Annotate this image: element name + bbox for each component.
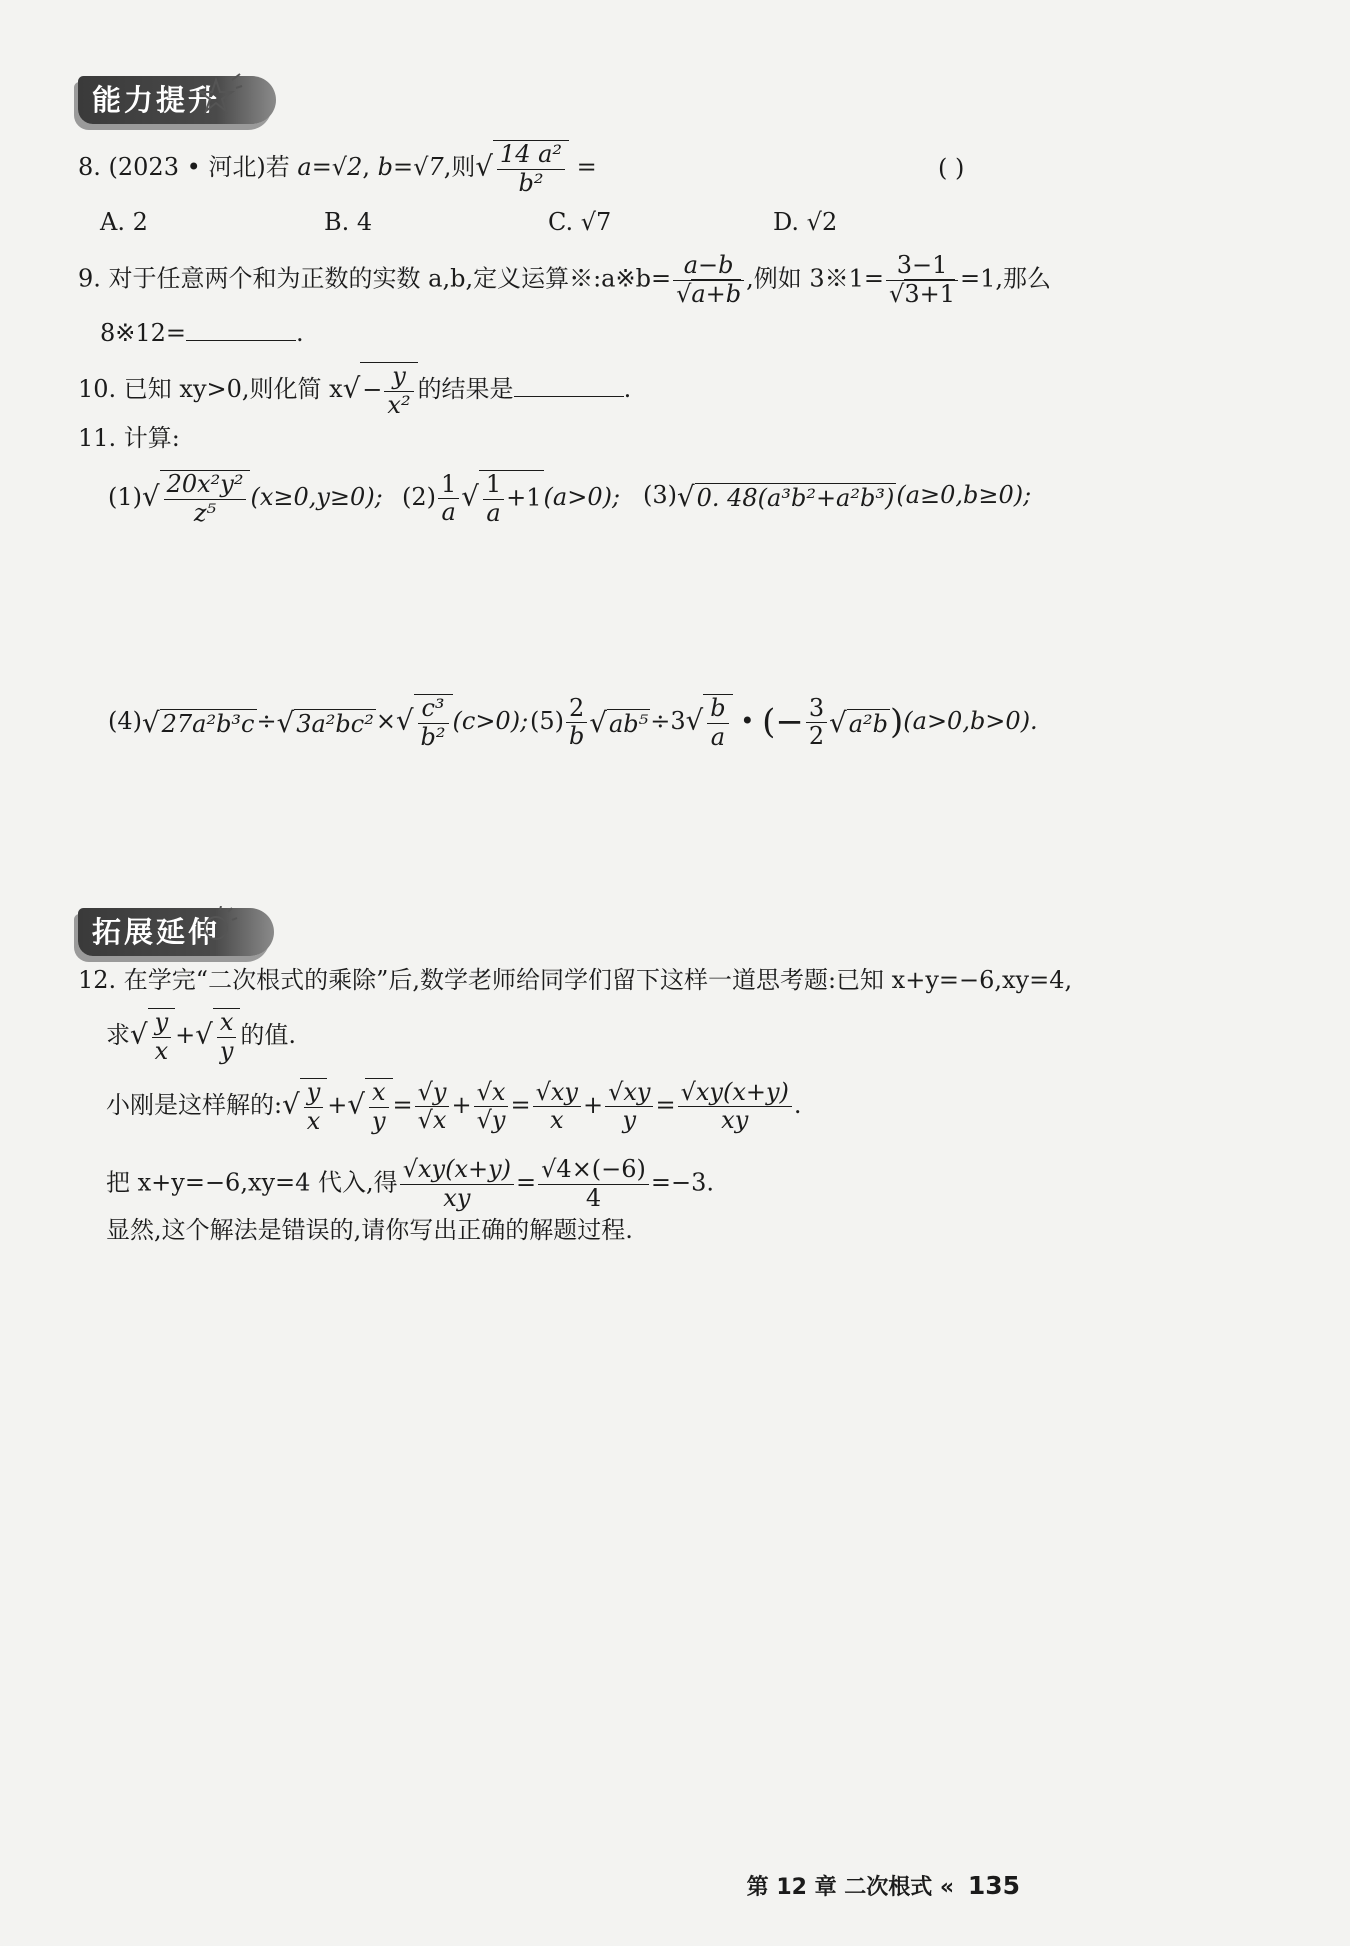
q8-option-a: A. 2: [100, 208, 148, 236]
q9-ex-den: 3+1: [904, 279, 955, 308]
q11-p5-cond: (a>0,b>0).: [903, 707, 1038, 736]
q9-ask-line: [100, 318, 304, 348]
q12-sub-den: xy: [443, 1183, 471, 1212]
q9-ex-num: 3−1: [886, 252, 958, 281]
q11-p1-label: (1): [108, 483, 142, 512]
q11-p5-dot: •: [740, 707, 755, 736]
q9-end: .: [296, 319, 304, 347]
q11-part-5: [530, 694, 1038, 751]
q8-stem: 8. (2023 • 河北)若: [78, 153, 290, 182]
q12-sub-result: =−3.: [650, 1168, 715, 1197]
q11-p4-cond: (c>0);: [452, 707, 529, 736]
q12-sub2-den: 4: [585, 1183, 602, 1212]
footer-chapter: 第 12 章 二次根式: [746, 1875, 933, 1900]
q12-step1-num: √y: [415, 1079, 450, 1108]
q8-option-c: C. √7: [548, 208, 612, 236]
q11-p2-radical: √ $\frac{1}{a}$ +1: [461, 470, 542, 527]
q8-cond-a: a=√2: [297, 153, 363, 182]
q8-frac-num: 14 a²: [497, 141, 565, 170]
q11-p5-div: ÷3: [650, 707, 686, 736]
question-11-title: 11. 计算:: [78, 424, 180, 452]
q8-eq: =: [576, 153, 597, 182]
q11-p5-num: b: [707, 695, 728, 724]
q8-cond-b: b=√7: [377, 153, 444, 182]
q10-frac-num: y: [384, 363, 413, 392]
section-title-improve: 能力提升: [78, 76, 276, 124]
q11-part-4: [108, 694, 528, 751]
question-8: 8. (2023 • 河北)若 a=√2, b=√7,则√ $\frac{\text{14 a²}}{\text{b²}}$ =: [78, 140, 597, 197]
q11-p5-den: a: [710, 722, 726, 751]
q11-p2-cond: (a>0);: [543, 483, 621, 512]
q9-example-prefix: ,例如 3※1=: [746, 264, 885, 293]
q12-step3-num: √xy: [533, 1079, 581, 1108]
q11-p4-div: ÷: [256, 707, 277, 736]
q12-step2-den: √y: [476, 1106, 506, 1135]
q11-p2-in-den: a: [486, 498, 501, 527]
q11-p5-r2: a²b: [848, 710, 888, 739]
q8-option-b: B. 4: [324, 208, 373, 236]
q12-step5-den: xy: [721, 1106, 749, 1135]
q11-p5-r1: ab⁵: [608, 710, 649, 739]
q11-p5-close: ): [890, 702, 904, 743]
q12-step4-den: y: [622, 1106, 637, 1135]
q9-stem: 9. 对于任意两个和为正数的实数 a,b,定义运算※:a※b=: [78, 264, 672, 293]
q10-suffix: 的结果是: [417, 375, 514, 404]
question-10: [78, 362, 631, 419]
q9-frac-num: a−b: [673, 252, 744, 281]
q9-ex-den-wrap: √3+1: [889, 279, 955, 308]
q11-p5-open: (−: [762, 702, 804, 743]
page-footer: [747, 1870, 1020, 1901]
q11-p1-num: 20x²y²: [164, 471, 247, 500]
q12-ask-radical-2: √ $\frac{x}{y}$: [195, 1008, 240, 1065]
q11-p5-label: (5): [530, 707, 564, 736]
chevron-left-icon: «: [939, 1875, 955, 1900]
q11-p5-radical-3: √a²b: [829, 706, 888, 740]
q12-step1-den: √x: [417, 1106, 447, 1135]
q8-then: ,则: [443, 153, 476, 182]
q9-answer-blank[interactable]: [186, 318, 296, 341]
q12-conclusion: 显然,这个解法是错误的,请你写出正确的解题过程.: [106, 1216, 633, 1244]
q12-step2-num: √x: [474, 1079, 509, 1108]
q9-frac-den-wrap: √a+b: [676, 279, 742, 308]
q12-sub-num: √xy(x+y): [400, 1156, 514, 1185]
q11-p5-c-num: 3: [806, 695, 827, 724]
lightbulb-icon: [198, 906, 238, 950]
section-title-extend: 拓展延伸: [78, 908, 274, 956]
q10-prefix: 10. 已知 xy>0,则化简 x: [78, 375, 343, 404]
q11-p4-radical-a: √27a²b³c: [142, 706, 255, 740]
q8-answer-paren: ( ): [938, 154, 965, 182]
q12-ask-prefix: 求: [106, 1021, 130, 1050]
q8-radical: √ $\frac{\text{14 a²}}{\text{b²}}$: [475, 140, 569, 197]
q11-p3-radical: √0. 48(a³b²+a²b³): [677, 480, 895, 513]
q12-ask-line: 求√ $\frac{y}{x}$ +√ $\frac{x}{y}$ 的值.: [106, 1008, 297, 1065]
q11-part-3: [643, 480, 1031, 513]
q11-p4-label: (4): [108, 707, 142, 736]
q11-part-1: [108, 470, 383, 527]
q12-solution-prefix: 小刚是这样解的:: [106, 1091, 283, 1120]
q9-frac-den: a+b: [691, 279, 742, 308]
q11-p5-coef-den: b: [569, 722, 585, 751]
q11-p5-coef-num: 2: [566, 695, 587, 724]
q8-frac-den: b²: [518, 168, 544, 197]
q11-p1-cond: (x≥0,y≥0);: [250, 483, 383, 512]
q11-part-2: [402, 470, 620, 527]
q11-p1-den: z⁵: [193, 498, 217, 527]
q12-step5-num: √xy(x+y): [678, 1079, 792, 1108]
sparkle-icon: [196, 72, 244, 118]
q11-p2-in-num: 1: [483, 471, 504, 500]
q11-p1-radical: √ $\frac{\text{20x²y²}}{\text{z⁵}}$: [142, 470, 250, 527]
q8-option-d: D. √2: [773, 208, 838, 236]
q11-p3-label: (3): [643, 481, 677, 510]
q11-p4-radical-c: √ $\frac{\text{c³}}{\text{b²}}$: [396, 694, 453, 751]
q11-p4-radical-b: √3a²bc²: [276, 706, 374, 740]
q12-step3-den: x: [549, 1106, 564, 1135]
q11-p2-plus: +1: [506, 483, 542, 512]
q11-p4-den: b²: [420, 722, 446, 751]
q11-p2-coef-den: a: [441, 498, 456, 527]
q11-p3-cond: (a≥0,b≥0);: [896, 481, 1032, 510]
q11-p2-label: (2): [402, 483, 436, 512]
q9-example-suffix: =1,那么: [960, 264, 1052, 293]
q10-radical: √− $\frac{y}{\text{x²}}$: [343, 362, 418, 419]
q12-step4-num: √xy: [605, 1079, 653, 1108]
q12-sub-prefix: 把 x+y=−6,xy=4 代入,得: [106, 1168, 398, 1197]
q11-p5-radical-2: √ $\frac{b}{a}$: [686, 694, 733, 751]
q12-sub2-num: √4×(−6): [538, 1156, 649, 1185]
q11-p4-a: 27a²b³c: [161, 710, 255, 739]
q11-p2-coef-num: 1: [438, 471, 459, 500]
question-12: 12. 在学完“二次根式的乘除”后,数学老师给同学们留下这样一道思考题:已知 x+y=−6,xy=4,: [78, 966, 1073, 994]
q12-ask-radical-1: √ $\frac{y}{x}$: [130, 1008, 175, 1065]
q12-ask-suffix: 的值.: [240, 1021, 297, 1050]
q10-end: .: [623, 375, 632, 404]
q11-p4-b: 3a²bc²: [296, 710, 374, 739]
q11-p5-c-den: 2: [808, 722, 825, 751]
q12-eq1: =: [516, 1168, 537, 1197]
q11-p3-expr: 0. 48(a³b²+a²b³): [696, 484, 895, 512]
q12-substitution-line: [106, 1156, 714, 1212]
q10-frac-den: x²: [387, 390, 411, 419]
q11-p4-times: ×: [375, 707, 396, 736]
question-9: [78, 252, 1051, 308]
page-number: 135: [967, 1871, 1020, 1900]
q11-p4-num: c³: [418, 695, 449, 724]
q9-ask: 8※12=: [100, 319, 187, 347]
q10-answer-blank[interactable]: [514, 374, 624, 397]
q11-p5-radical-1: √ab⁵: [589, 706, 649, 740]
q12-solution-line: 小刚是这样解的:√ $\frac{y}{x}$ +√ $\frac{x}{y}$ = $\frac{√y}{√x}$ + $\frac{√x}{√y}$ = $\frac{√xy}{x}$ + $\frac{√xy}{y}$ = $\frac{√xy(x+y)}{xy}$ .: [106, 1077, 802, 1135]
